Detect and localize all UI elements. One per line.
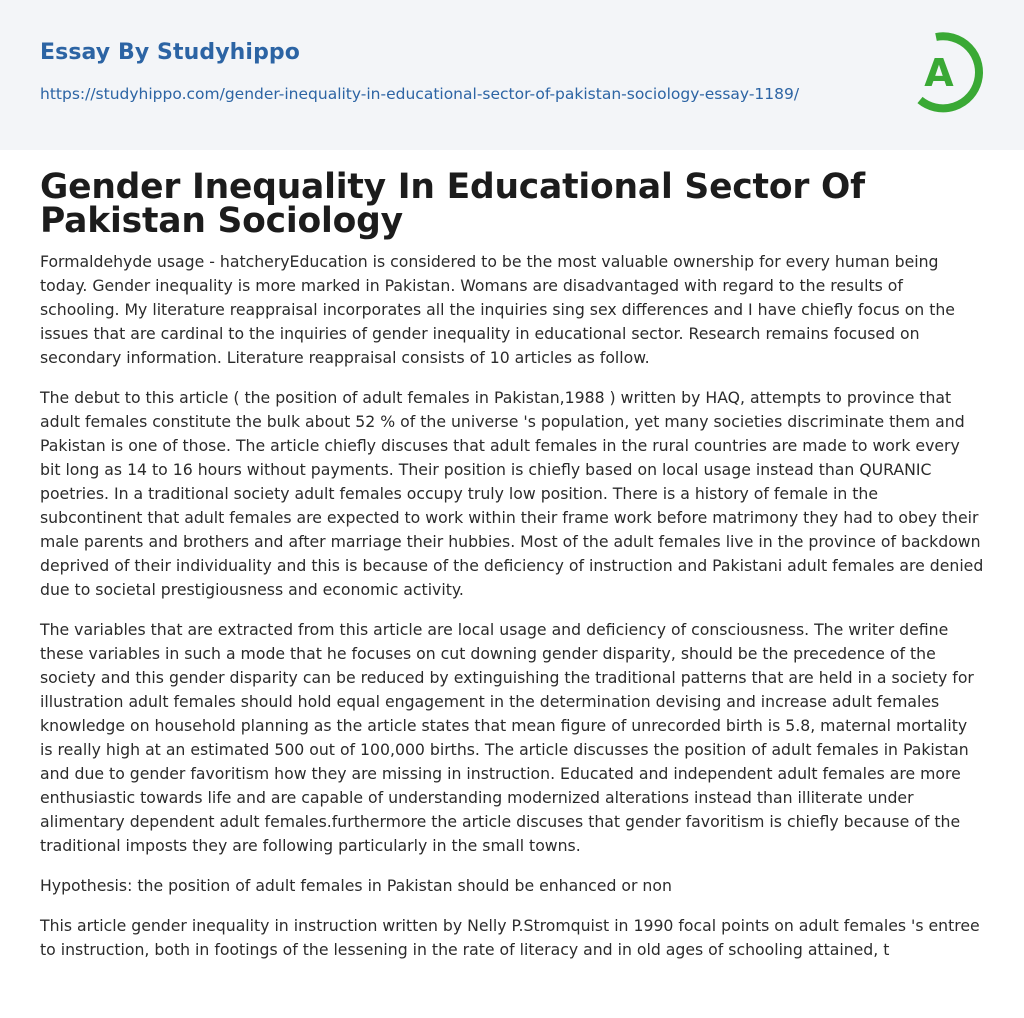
article-paragraph: The variables that are extracted from this article are local usage and deficiency of consciousness. The writer define these variables in such a mode that he focuses on cut downing gender disparity, should be the precedence of the society and this gender disparity can be reduced by extinguishing the traditional patterns that are held in a society for illustration adult females should hold equal engagement in the determination devising and increase adult females knowledge on household planning as the article states that mean figure of unrecorded birth is 5.8, maternal mortality is really high at an estimated 500 out of 100,000 births. The article discusses the position of adult females in Pakistan and due to gender favoritism how they are missing in instruction. Educated and independent adult females are more enthusiastic towards life and are capable of understanding modernized alterations instead than illiterate under alimentary dependent adult females.furthermore the article discuses that gender favoritism is chiefly because of the traditional imposts they are following particularly in the small towns.	[40, 620, 974, 855]
article-body	[40, 167, 984, 978]
studyhippo-logo-icon[interactable]	[906, 28, 990, 116]
site-title[interactable]: Essay By Studyhippo	[40, 40, 300, 65]
article-paragraph: This article gender inequality in instruction written by Nelly P.Stromquist in 1990 focal points on adult females 's entree to instruction, both in footings of the lessening in the rate of literacy and in old ages of schooling attained, t	[40, 916, 980, 959]
article-paragraph: The debut to this article ( the position of adult females in Pakistan,1988 ) written by HAQ, attempts to province that adult females constitute the bulk about 52 % of the universe 's population, yet many societies discriminate them and Pakistan is one of those. The article chiefly discuses that adult females in the rural countries are made to work every bit long as 14 to 16 hours without payments. Their position is chiefly based on local usage instead than QURANIC poetries. In a traditional society adult females occupy truly low position. There is a history of female in the subcontinent that adult females are expected to work within their frame work before matrimony they had to obey their male parents and brothers and after marriage their hubbies. Most of the adult females live in the province of backdown deprived of their individuality and this is because of the deficiency of instruction and Pakistani adult females are denied due to societal prestigiousness and economic activity.	[40, 388, 984, 599]
article-paragraph: Formaldehyde usage - hatcheryEducation is considered to be the most valuable ownership for every human being today. Gender inequality is more marked in Pakistan. Womans are disadvantaged with regard to the results of schooling. My literature reappraisal incorporates all the inquiries sing sex differences and I have chiefly focus on the issues that are cardinal to the inquiries of gender inequality in educational sector. Research remains focused on secondary information. Literature reappraisal consists of 10 articles as follow.	[40, 252, 955, 367]
article-title: Gender Inequality In Educational Sector Of Pakistan Sociology	[40, 167, 865, 241]
hypothesis-paragraph: Hypothesis: the position of adult females in Pakistan should be enhanced or non	[40, 876, 672, 895]
logo-letter: A	[924, 51, 954, 95]
source-url-link[interactable]: https://studyhippo.com/gender-inequality-in-educational-sector-of-pakistan-sociology-essay-1189/	[40, 85, 800, 103]
site-header	[0, 0, 1024, 150]
